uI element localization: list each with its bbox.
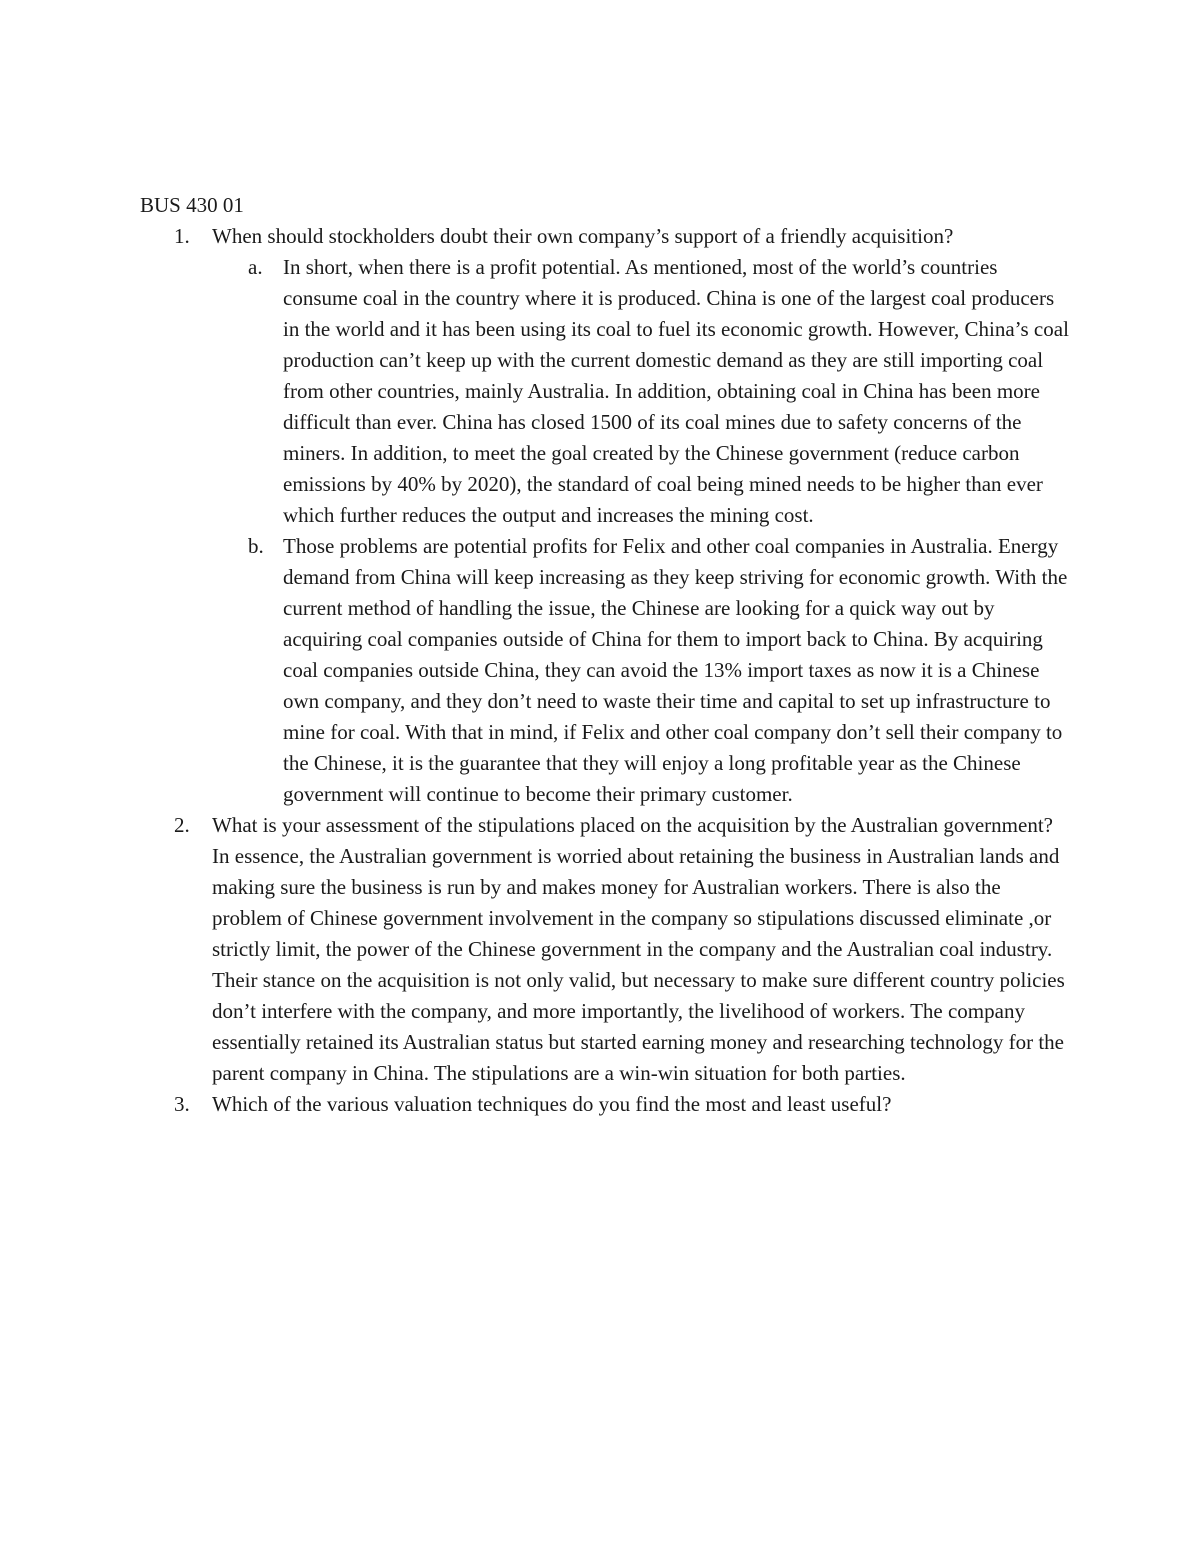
question-number: 3. bbox=[174, 1092, 190, 1116]
sub-item-label: b. bbox=[248, 534, 264, 558]
question-2 bbox=[140, 810, 1070, 1089]
question-text: Which of the various valuation techniques do you find the most and least useful? bbox=[212, 1092, 892, 1116]
question-number: 2. bbox=[174, 813, 190, 837]
answer-item-a bbox=[212, 252, 1070, 531]
sub-item-text: Those problems are potential profits for Felix and other coal companies in Australia. Energy demand from China will keep increasing as they keep striving for economic growth. With the current method of handling the issue, the Chinese are looking for a quick way out by acquiring coal companies outside of China for them to import back to China. By acquiring coal companies outside China, they can avoid the 13% import taxes as now it is a Chinese own company, and they don’t need to waste their time and capital to set up infrastructure to mine for coal. With that in mind, if Felix and other coal company don’t sell their company to the Chinese, it is the guarantee that they will enjoy a long profitable year as the Chinese government will continue to become their primary customer. bbox=[283, 534, 1068, 806]
document-body bbox=[140, 190, 1070, 1120]
answer-item-b bbox=[212, 531, 1070, 810]
sub-item-label: a. bbox=[248, 255, 263, 279]
question-text: When should stockholders doubt their own company’s support of a friendly acquisition? bbox=[212, 224, 954, 248]
question-number: 1. bbox=[174, 224, 190, 248]
question-3 bbox=[140, 1089, 1070, 1120]
question-1 bbox=[140, 221, 1070, 810]
sub-item-text: In short, when there is a profit potential. As mentioned, most of the world’s countries consume coal in the country where it is produced. China is one of the largest coal producers in the world and it has been using its coal to fuel its economic growth. However, China’s coal production can’t keep up with the current domestic demand as they are still importing coal from other countries, mainly Australia. In addition, obtaining coal in China has been more difficult than ever. China has closed 1500 of its coal mines due to safety concerns of the miners. In addition, to meet the goal created by the Chinese government (reduce carbon emissions by 40% by 2020), the standard of coal being mined needs to be higher than ever which further reduces the output and increases the mining cost. bbox=[283, 255, 1069, 527]
course-header: BUS 430 01 bbox=[140, 193, 244, 217]
answer-paragraph: In essence, the Australian government is worried about retaining the business in Australian lands and making sure the business is run by and makes money for Australian workers. There is also the problem of Chinese government involvement in the company so stipulations discussed eliminate ,or strictly limit, the power of the Chinese government in the company and the Australian coal industry. Their stance on the acquisition is not only valid, but necessary to make sure different country policies don’t interfere with the company, and more importantly, the livelihood of workers. The company essentially retained its Australian status but started earning money and researching technology for the parent company in China. The stipulations are a win-win situation for both parties. bbox=[212, 844, 1065, 1085]
question-text: What is your assessment of the stipulations placed on the acquisition by the Australian government? bbox=[212, 813, 1053, 837]
